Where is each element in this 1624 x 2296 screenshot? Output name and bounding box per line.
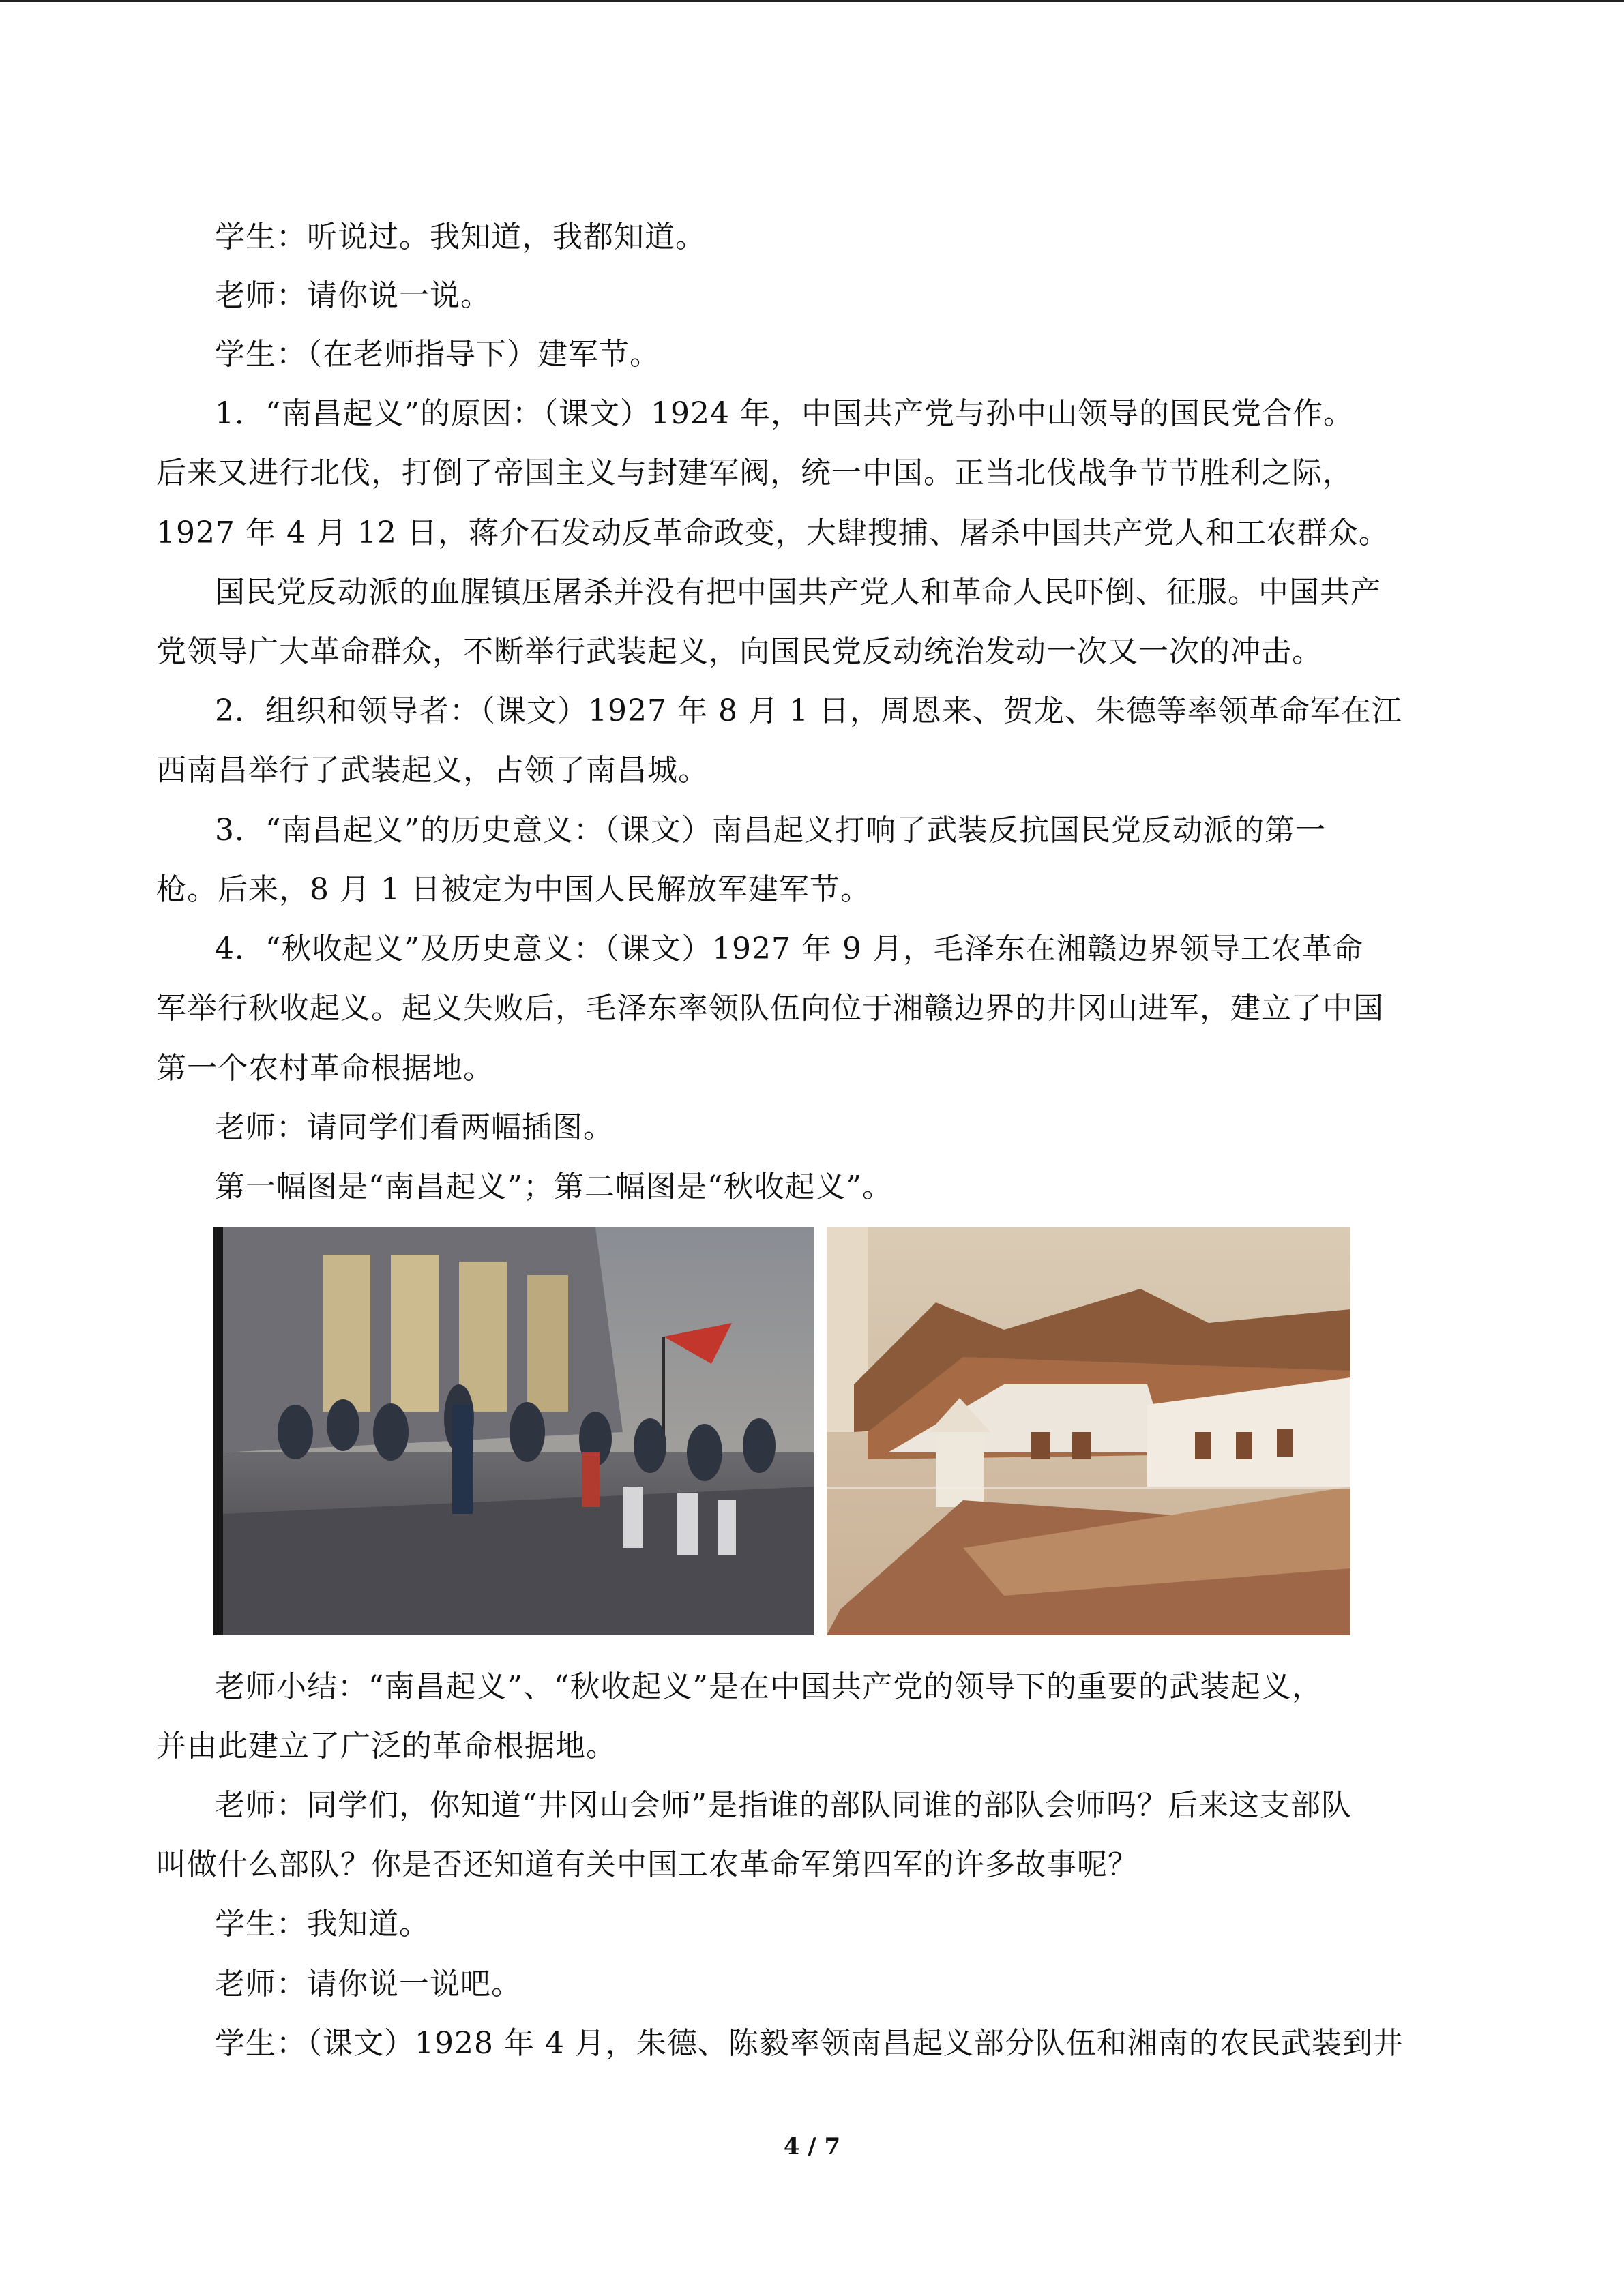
- paragraph-line: 西南昌举行了武装起义，占领了南昌城。: [156, 753, 709, 788]
- paragraph-line: 1．“南昌起义”的原因：（课文）1924 年，中国共产党与孙中山领导的国民党合作。: [215, 396, 1354, 431]
- paragraph-line: 后来又进行北伐，打倒了帝国主义与封建军阀，统一中国。正当北伐战争节节胜利之际，: [156, 456, 1353, 490]
- paragraph-line: 国民党反动派的血腥镇压屠杀并没有把中国共产党人和革命人民吓倒、征服。中国共产: [215, 575, 1381, 610]
- paragraph-line: 枪。后来，8 月 1 日被定为中国人民解放军建军节。: [156, 872, 871, 907]
- paragraph-line: 4．“秋收起义”及历史意义：（课文）1927 年 9 月，毛泽东在湘赣边界领导工农革命: [215, 931, 1363, 966]
- paragraph-line: 老师：同学们，你知道“井冈山会师”是指谁的部队同谁的部队会师吗？后来这支部队: [215, 1788, 1352, 1823]
- paragraph-line: 并由此建立了广泛的革命根据地。: [156, 1729, 617, 1763]
- paragraph-line: 老师小结：“南昌起义”、“秋收起义”是在中国共产党的领导下的重要的武装起义，: [215, 1669, 1323, 1704]
- paragraph-line: 2．组织和领导者：（课文）1927 年 8 月 1 日，周恩来、贺龙、朱德等率领革命军在江: [215, 694, 1402, 728]
- top-border-line: [0, 0, 1624, 2]
- nanchang-uprising-image: [213, 1227, 814, 1635]
- paragraph-line: 老师：请你说一说吧。: [215, 1967, 522, 2001]
- paragraph-line: 军举行秋收起义。起义失败后，毛泽东率领队伍向位于湘赣边界的井冈山进军，建立了中国: [156, 991, 1384, 1026]
- paragraph-line: 学生：我知道。: [215, 1907, 430, 1941]
- paragraph-line: 党领导广大革命群众，不断举行武装起义，向国民党反动统治发动一次又一次的冲击。: [156, 634, 1323, 669]
- autumn-harvest-uprising-image: [827, 1227, 1350, 1635]
- paragraph-line: 学生：（课文）1928 年 4 月，朱德、陈毅率领南昌起义部分队伍和湘南的农民武装到井: [215, 2026, 1404, 2061]
- paragraph-line: 学生：听说过。我知道，我都知道。: [215, 220, 706, 254]
- page-number: 4 / 7: [783, 2133, 841, 2160]
- paragraph-line: 3．“南昌起义”的历史意义：（课文）南昌起义打响了武装反抗国民党反动派的第一: [215, 813, 1326, 848]
- paragraph-line: 1927 年 4 月 12 日，蒋介石发动反革命政变，大肆搜捕、屠杀中国共产党人和工农群众。: [156, 516, 1389, 550]
- paragraph-line: 老师：请你说一说。: [215, 278, 491, 313]
- paragraph-line: 老师：请同学们看两幅插图。: [215, 1110, 614, 1145]
- paragraph-line: 叫做什么部队？你是否还知道有关中国工农革命军第四军的许多故事呢？: [156, 1847, 1138, 1882]
- paragraph-line: 学生：（在老师指导下）建军节。: [215, 337, 660, 372]
- paragraph-line: 第一幅图是“南昌起义”；第二幅图是“秋收起义”。: [215, 1169, 893, 1204]
- paragraph-line: 第一个农村革命根据地。: [156, 1051, 494, 1086]
